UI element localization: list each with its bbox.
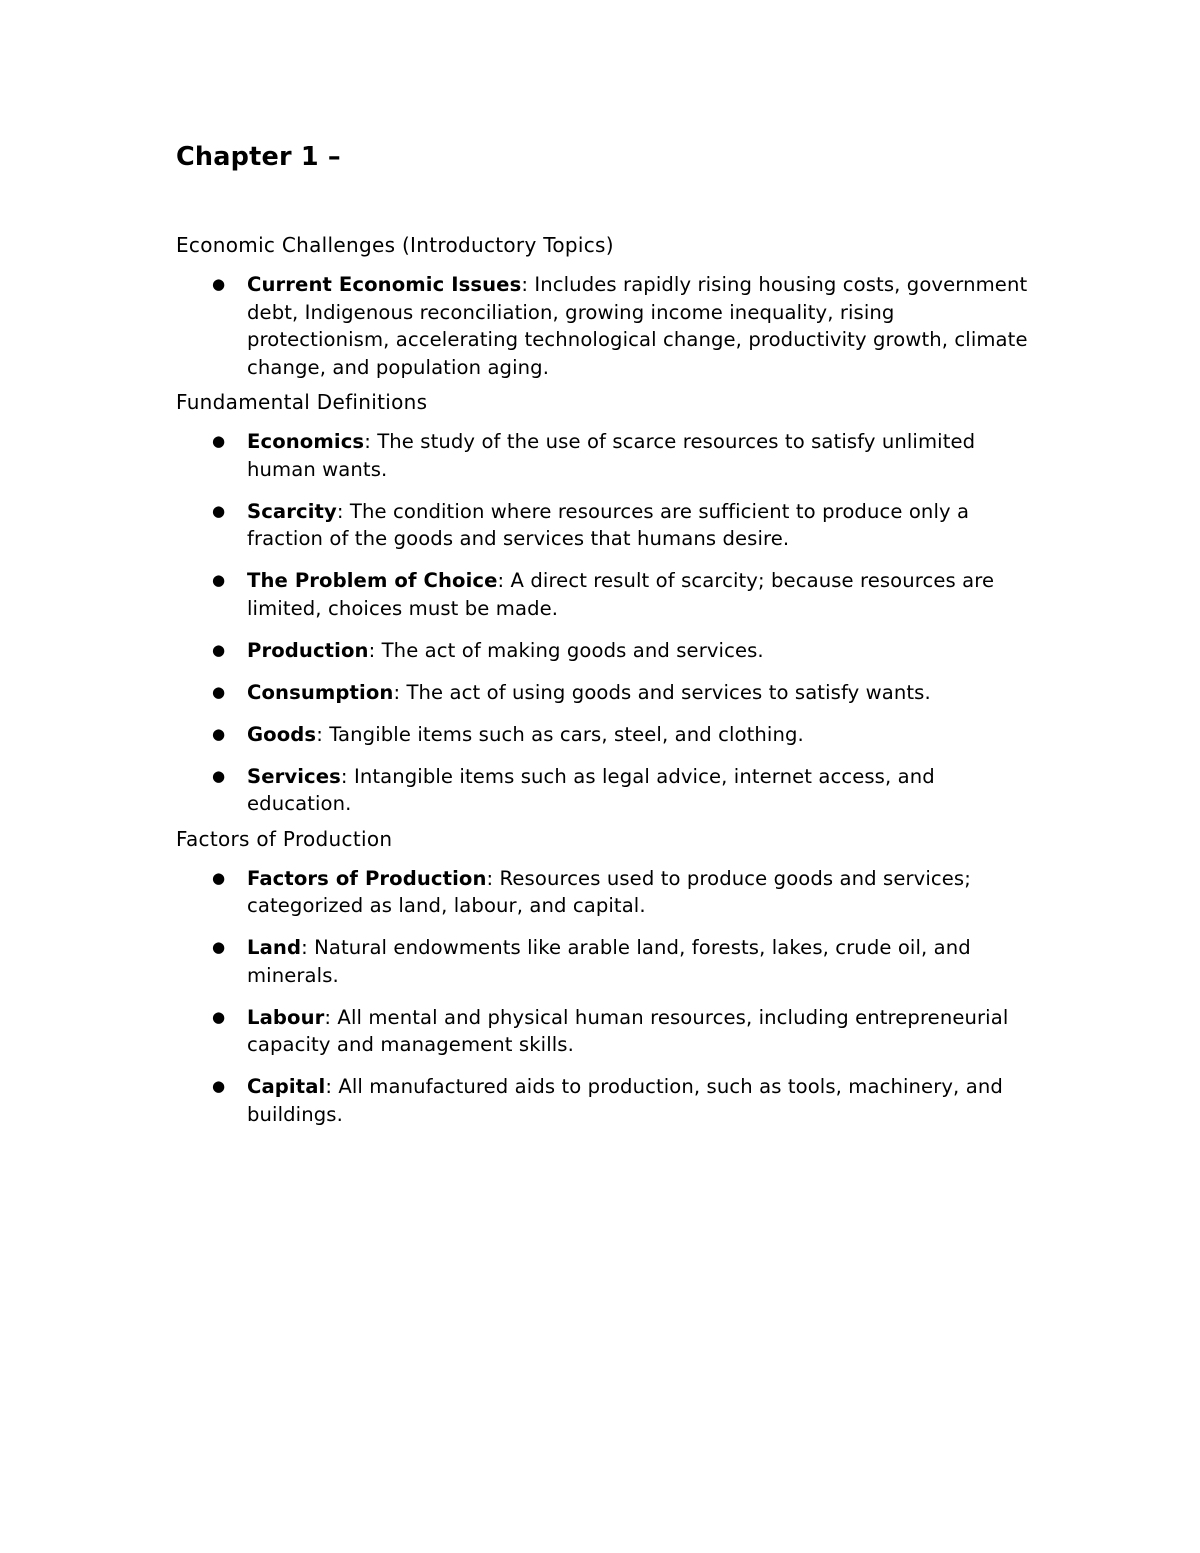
section-fundamental-definitions <box>176 389 1036 818</box>
term-label: Land <box>247 936 302 959</box>
bullet-icon: ● <box>212 571 226 589</box>
bullet-icon: ● <box>212 275 226 293</box>
bullet-icon: ● <box>212 1077 226 1095</box>
section-economic-challenges <box>176 232 1036 381</box>
bullet-list <box>176 271 1036 381</box>
bullet-icon: ● <box>212 938 226 956</box>
list-item <box>176 637 1036 665</box>
term-label: Production <box>247 638 369 662</box>
term-label: Capital <box>247 1075 326 1098</box>
term-label: Factors of Production <box>247 866 487 890</box>
bullet-icon: ● <box>212 724 226 743</box>
section-heading: Fundamental Definitions <box>176 390 428 414</box>
bullet-icon: ● <box>212 1007 226 1026</box>
term-label: Scarcity <box>247 499 337 523</box>
list-item <box>176 567 1036 622</box>
section-factors-of-production <box>176 826 1036 1129</box>
term-label: Economics <box>247 430 365 453</box>
term-label: Labour <box>247 1005 325 1029</box>
term-definition: : The study of the use of scarce resources to satisfy unlimited human wants. <box>247 430 976 481</box>
bullet-icon: ● <box>212 640 226 659</box>
section-heading: Economic Challenges (Introductory Topics) <box>176 233 614 257</box>
term-definition: : Resources used to produce goods and services; categorized as land, labour, and capital. <box>247 866 971 917</box>
term-definition: : All manufactured aids to production, such as tools, machinery, and buildings. <box>247 1075 1003 1126</box>
list-item <box>176 679 1036 707</box>
section-heading: Factors of Production <box>176 826 393 851</box>
bullet-icon: ● <box>212 432 226 450</box>
list-item <box>176 271 1036 381</box>
list-item <box>176 1004 1036 1059</box>
term-definition: : All mental and physical human resources, including entrepreneurial capacity and management skills. <box>247 1005 1009 1056</box>
list-item <box>176 763 1036 818</box>
term-label: Goods <box>247 722 317 746</box>
term-definition: : The act of making goods and services. <box>368 638 764 662</box>
bullet-icon: ● <box>212 766 226 785</box>
list-item <box>176 1073 1036 1128</box>
term-label: Consumption <box>247 680 394 704</box>
term-definition: : Intangible items such as legal advice, internet access, and education. <box>247 764 935 815</box>
bullet-icon: ● <box>212 682 226 701</box>
bullet-icon: ● <box>212 868 226 887</box>
list-item <box>176 934 1036 989</box>
bullet-list <box>176 865 1036 1129</box>
term-definition: : Natural endowments like arable land, forests, lakes, crude oil, and minerals. <box>247 936 971 987</box>
list-item <box>176 428 1036 483</box>
list-item <box>176 865 1036 920</box>
term-label: Current Economic Issues <box>247 273 522 296</box>
term-definition: : Tangible items such as cars, steel, and clothing. <box>316 722 804 746</box>
chapter-title: Chapter 1 – <box>176 142 341 172</box>
list-item <box>176 498 1036 553</box>
term-definition: : The act of using goods and services to satisfy wants. <box>393 680 931 704</box>
bullet-icon: ● <box>212 501 226 520</box>
term-definition: : Includes rapidly rising housing costs, government debt, Indigenous reconciliation, growing income inequality, rising protectionism, accelerating technological change, productivity growth, climate change, and population aging. <box>247 273 1028 379</box>
term-label: Services <box>247 764 341 788</box>
list-item <box>176 721 1036 749</box>
term-definition: : The condition where resources are sufficient to produce only a fraction of the goods and services that humans desire. <box>247 499 970 550</box>
document-body <box>176 138 1036 1128</box>
term-label: The Problem of Choice <box>247 569 498 592</box>
bullet-list <box>176 428 1036 818</box>
term-definition: : A direct result of scarcity; because resources are limited, choices must be made. <box>247 569 995 620</box>
